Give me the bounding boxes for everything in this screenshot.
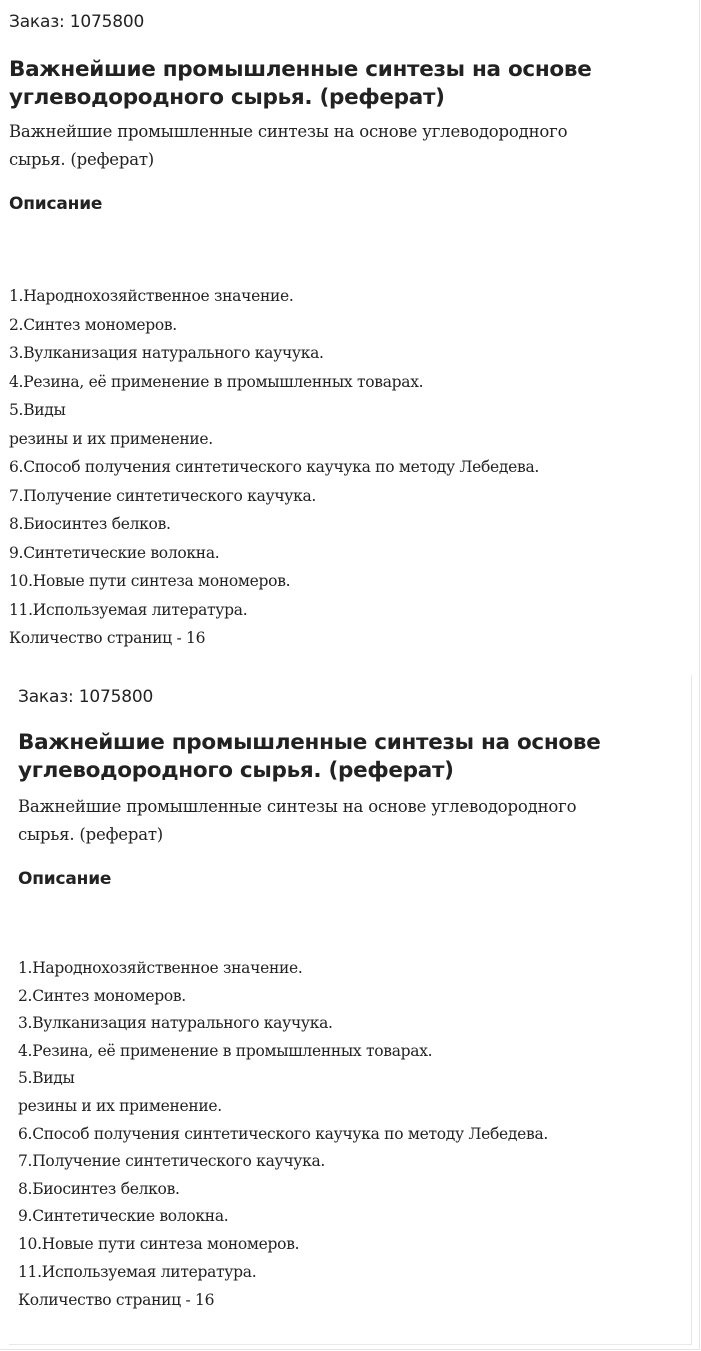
order-card xyxy=(0,0,699,670)
list-item: 1.Народнохозяйственное значение. xyxy=(9,287,294,305)
order-title-line: углеводородного сырья. (реферат) xyxy=(9,85,445,110)
order-title xyxy=(18,729,681,785)
list-item: 8.Биосинтез белков. xyxy=(9,515,171,533)
list-item: резины и их применение. xyxy=(18,1096,222,1115)
description-heading: Описание xyxy=(9,194,103,214)
list-item: 9.Синтетические волокна. xyxy=(18,1207,229,1226)
list-item: 10.Новые пути синтеза мономеров. xyxy=(18,1234,300,1253)
list-item: 2.Синтез мономеров. xyxy=(18,986,186,1005)
list-item: 4.Резина, её применение в промышленных товарах. xyxy=(9,372,424,391)
order-title-line: Важнейшие промышленные синтезы на основе xyxy=(18,730,601,755)
list-item: 11.Используемая литература. xyxy=(18,1262,257,1281)
order-subtitle-line: Важнейшие промышленные синтезы на основе углеводородного xyxy=(9,122,568,141)
page-count: Количество страниц - 16 xyxy=(9,629,206,647)
list-item: 11.Используемая литература. xyxy=(9,600,248,619)
list-item: 1.Народнохозяйственное значение. xyxy=(18,959,303,977)
list-item: 6.Способ получения синтетического каучука по методу Лебедева. xyxy=(9,458,540,476)
order-subtitle xyxy=(18,793,681,849)
contents-list xyxy=(9,282,689,624)
list-item: 9.Синтетические волокна. xyxy=(9,543,220,562)
order-subtitle-line: сырья. (реферат) xyxy=(9,150,155,169)
list-item: 10.Новые пути синтеза мономеров. xyxy=(9,572,291,590)
order-subtitle-line: сырья. (реферат) xyxy=(18,825,164,844)
list-item: 5.Виды xyxy=(9,401,66,419)
list-item: резины и их применение. xyxy=(9,429,213,448)
page-count: Количество страниц - 16 xyxy=(18,1291,215,1310)
list-item: 3.Вулканизация натурального каучука. xyxy=(18,1014,333,1033)
list-item: 6.Способ получения синтетического каучука по методу Лебедева. xyxy=(18,1124,549,1143)
order-number: Заказ: 1075800 xyxy=(18,687,154,707)
list-item: 7.Получение синтетического каучука. xyxy=(9,486,317,505)
order-subtitle-line: Важнейшие промышленные синтезы на основе углеводородного xyxy=(18,797,577,816)
order-title-line: Важнейшие промышленные синтезы на основе xyxy=(9,57,592,82)
list-item: 5.Виды xyxy=(18,1069,75,1088)
description-heading: Описание xyxy=(18,869,112,889)
list-item: 4.Резина, её применение в промышленных товарах. xyxy=(18,1041,433,1060)
contents-list xyxy=(18,955,681,1286)
order-card xyxy=(9,675,692,1345)
list-item: 3.Вулканизация натурального каучука. xyxy=(9,344,324,362)
order-number: Заказ: 1075800 xyxy=(9,12,145,32)
list-item: 7.Получение синтетического каучука. xyxy=(18,1152,326,1171)
list-item: 8.Биосинтез белков. xyxy=(18,1179,180,1198)
order-title xyxy=(9,56,689,112)
order-subtitle xyxy=(9,118,689,174)
order-title-line: углеводородного сырья. (реферат) xyxy=(18,758,454,783)
list-item: 2.Синтез мономеров. xyxy=(9,315,177,334)
